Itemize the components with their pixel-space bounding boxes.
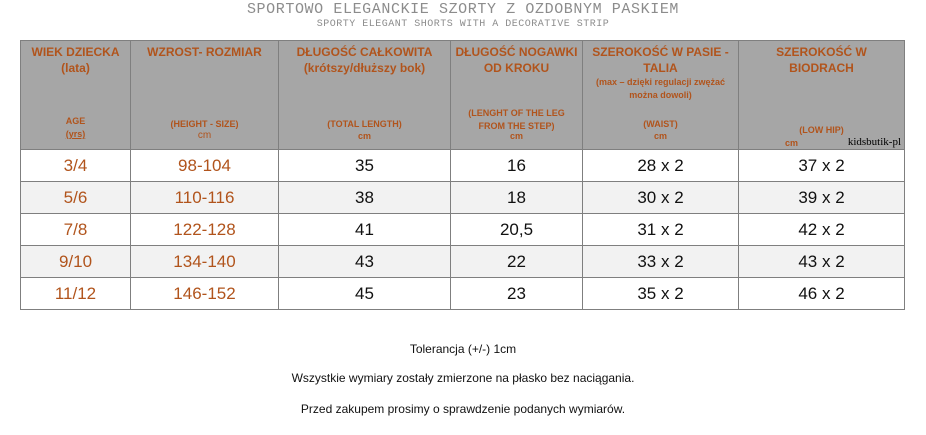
header-leg-label: DŁUGOŚĆ NOGAWKI xyxy=(455,45,578,59)
cell-age: 7/8 xyxy=(21,214,131,246)
cell-age: 5/6 xyxy=(21,182,131,214)
cell-length: 35 xyxy=(279,150,451,182)
header-height-unit: cm xyxy=(197,130,212,141)
cell-age: 11/12 xyxy=(21,278,131,310)
cell-waist: 28 x 2 xyxy=(583,150,739,182)
header-waist-label: SZEROKOŚĆ W PASIE - xyxy=(592,45,729,59)
header-age-label: WIEK DZIECKA xyxy=(31,45,120,59)
table-row xyxy=(21,182,905,214)
header-waist-label-2: TALIA xyxy=(643,61,678,75)
header-hip-unit: cm xyxy=(785,138,799,148)
cell-length: 45 xyxy=(279,278,451,310)
header-length-en: (TOTAL LENGTH) xyxy=(327,119,402,129)
header-hip-label: SZEROKOŚĆ W xyxy=(776,45,867,59)
cell-waist: 35 x 2 xyxy=(583,278,739,310)
cell-hip: 39 x 2 xyxy=(739,182,905,214)
cell-age: 9/10 xyxy=(21,246,131,278)
table-row xyxy=(21,278,905,310)
cell-leg: 20,5 xyxy=(451,214,583,246)
cell-length: 38 xyxy=(279,182,451,214)
header-length-unit: cm xyxy=(357,131,371,141)
table-row xyxy=(21,150,905,182)
cell-hip: 42 x 2 xyxy=(739,214,905,246)
header-waist-note: (max – dzięki regulacji zwężać xyxy=(595,77,726,87)
watermark-text: kidsbutik-pl xyxy=(847,136,901,148)
header-leg-unit: cm xyxy=(509,131,523,141)
cell-leg: 23 xyxy=(451,278,583,310)
cell-height: 98-104 xyxy=(131,150,279,182)
tolerance-note: Tolerancja (+/-) 1cm xyxy=(409,342,517,356)
header-leg-label-2: OD KROKU xyxy=(483,61,550,75)
header-age-label-2: (lata) xyxy=(61,61,90,75)
header-age xyxy=(21,41,131,150)
header-waist-unit: cm xyxy=(653,131,667,141)
cell-leg: 16 xyxy=(451,150,583,182)
header-waist xyxy=(583,41,739,150)
cell-height: 134-140 xyxy=(131,246,279,278)
header-leg xyxy=(451,41,583,150)
header-length-label-2: (krótszy/dłuższy bok) xyxy=(303,61,426,75)
header-age-en xyxy=(21,115,130,141)
cell-height: 110-116 xyxy=(131,182,279,214)
cell-hip: 43 x 2 xyxy=(739,246,905,278)
size-table xyxy=(20,40,905,310)
cell-waist: 31 x 2 xyxy=(583,214,739,246)
cell-length: 41 xyxy=(279,214,451,246)
header-leg-en-2: FROM THE STEP) xyxy=(478,121,555,131)
page-subtitle: SPORTY ELEGANT SHORTS WITH A DECORATIVE STRIP xyxy=(316,19,610,30)
header-height xyxy=(131,41,279,150)
header-hip-en: (LOW HIP) xyxy=(799,125,844,135)
header-leg-en-1: (LENGHT OF THE LEG xyxy=(468,108,565,118)
header-height-en: (HEIGHT - SIZE) xyxy=(170,119,239,129)
table-row xyxy=(21,246,905,278)
cell-height: 122-128 xyxy=(131,214,279,246)
header-hip xyxy=(739,41,905,150)
cell-hip: 37 x 2 xyxy=(739,150,905,182)
header-age-en-1: AGE xyxy=(65,116,86,126)
cell-hip: 46 x 2 xyxy=(739,278,905,310)
page-title: SPORTOWO ELEGANCKIE SZORTY Z OZDOBNYM PASKIEM xyxy=(246,1,680,18)
header-length-label: DŁUGOŚĆ CAŁKOWITA xyxy=(296,45,433,59)
cell-length: 43 xyxy=(279,246,451,278)
cell-leg: 18 xyxy=(451,182,583,214)
cell-waist: 30 x 2 xyxy=(583,182,739,214)
cell-age: 3/4 xyxy=(21,150,131,182)
cell-leg: 22 xyxy=(451,246,583,278)
measured-flat-note: Wszystkie wymiary zostały zmierzone na płasko bez naciągania. xyxy=(291,371,635,385)
header-age-en-2: (yrs) xyxy=(65,129,86,139)
header-waist-note-2: można dowoli) xyxy=(629,90,692,100)
header-hip-label-2: BIODRACH xyxy=(789,61,854,75)
cell-height: 146-152 xyxy=(131,278,279,310)
check-dimensions-note: Przed zakupem prosimy o sprawdzenie podanych wymiarów. xyxy=(300,402,626,416)
cell-waist: 33 x 2 xyxy=(583,246,739,278)
header-row xyxy=(21,41,905,150)
header-leg-en xyxy=(451,107,582,133)
header-waist-en: (WAIST) xyxy=(643,119,678,129)
header-length xyxy=(279,41,451,150)
table-row xyxy=(21,214,905,246)
header-height-label: WZROST- ROZMIAR xyxy=(147,45,262,59)
